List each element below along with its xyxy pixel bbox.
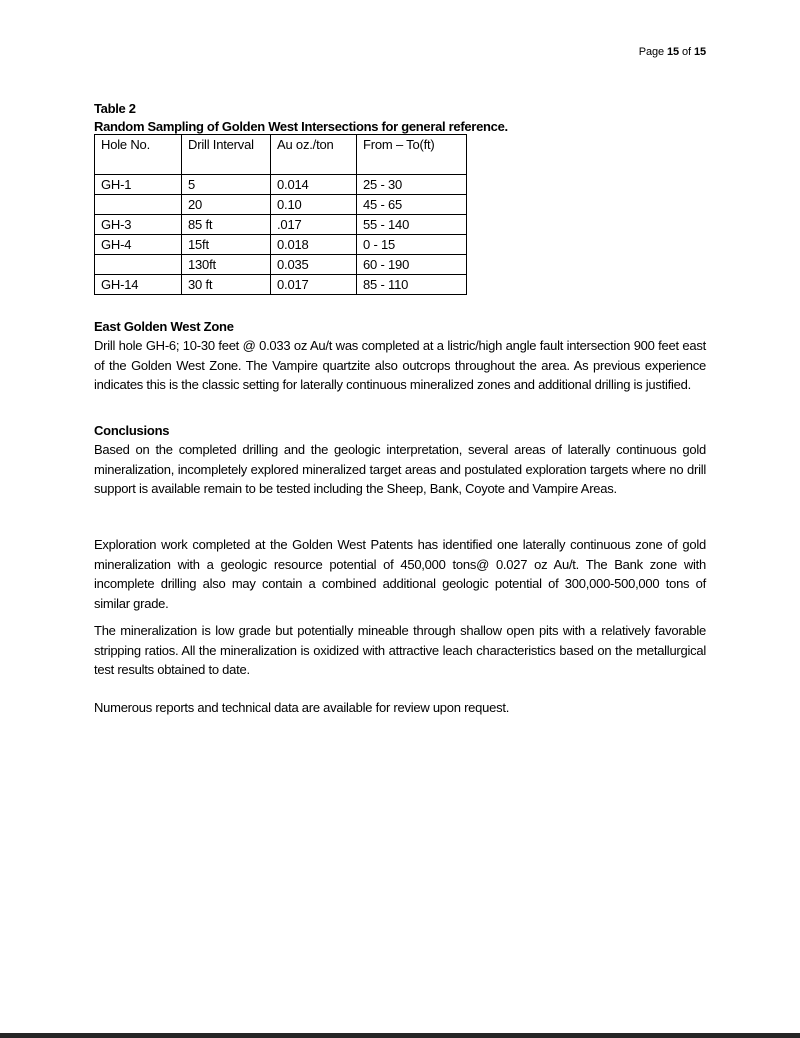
cell-from-to: 0 - 15 [357, 235, 467, 255]
cell-hole: GH-4 [95, 235, 182, 255]
conclusions-paragraph-4-block [94, 698, 706, 718]
table-title: Random Sampling of Golden West Intersections for general reference. [94, 119, 508, 134]
conclusions-paragraph-3: The mineralization is low grade but potentially mineable through shallow open pits with a relatively favorable stripping ratios. All the mineralization is oxidized with attractive leach characteristics based on the metallurgical test results obtained to date. [94, 623, 706, 677]
east-golden-west-zone-section [94, 318, 706, 395]
cell-interval: 30 ft [182, 275, 271, 295]
table-row [95, 275, 467, 295]
cell-from-to: 25 - 30 [357, 175, 467, 195]
page-of: of [679, 46, 694, 58]
table-label: Table 2 [94, 101, 136, 116]
conclusions-paragraph-1: Based on the completed drilling and the geologic interpretation, several areas of laterally continuous gold mineralization, incompletely explored mineralized target areas and postulated exploration targets where no drill support is available remain to be tested including the Sheep, Bank, Coyote and Vampire Areas. [94, 442, 706, 496]
cell-from-to: 60 - 190 [357, 255, 467, 275]
conclusions-paragraph-2-block [94, 535, 706, 613]
cell-grade: 0.035 [271, 255, 357, 275]
cell-hole [95, 255, 182, 275]
header-from-to: From – To(ft) [357, 135, 467, 175]
viewer-bottom-bar [0, 1033, 800, 1038]
conclusions-paragraph-3-block [94, 621, 706, 680]
table-header-row [95, 135, 467, 175]
header-drill-interval: Drill Interval [182, 135, 271, 175]
cell-from-to: 85 - 110 [357, 275, 467, 295]
section-heading: Conclusions [94, 423, 170, 438]
conclusions-paragraph-4: Numerous reports and technical data are available for review upon request. [94, 700, 510, 715]
page-number [639, 46, 706, 58]
table-row [95, 235, 467, 255]
table-row [95, 215, 467, 235]
cell-from-to: 55 - 140 [357, 215, 467, 235]
cell-hole: GH-1 [95, 175, 182, 195]
cell-from-to: 45 - 65 [357, 195, 467, 215]
cell-grade: 0.10 [271, 195, 357, 215]
table-caption [94, 100, 508, 136]
cell-hole: GH-3 [95, 215, 182, 235]
page-current: 15 [667, 46, 680, 58]
header-au-oz-ton: Au oz./ton [271, 135, 357, 175]
cell-grade: 0.017 [271, 275, 357, 295]
cell-interval: 5 [182, 175, 271, 195]
cell-interval: 130ft [182, 255, 271, 275]
cell-hole [95, 195, 182, 215]
section-heading: East Golden West Zone [94, 319, 234, 334]
cell-interval: 20 [182, 195, 271, 215]
table-row [95, 175, 467, 195]
cell-grade: .017 [271, 215, 357, 235]
section-body: Drill hole GH-6; 10-30 feet @ 0.033 oz Au/t was completed at a listric/high angle fault intersection 900 feet east of the Golden West Zone. The Vampire quartzite also outcrops throughout the area. As previous experience indicates this is the classic setting for laterally continuous mineralized zones and additional drilling is justified. [94, 338, 706, 392]
table-row [95, 195, 467, 215]
conclusions-section [94, 422, 706, 499]
cell-hole: GH-14 [95, 275, 182, 295]
page-prefix: Page [638, 46, 668, 58]
table-row [95, 255, 467, 275]
drill-results-table [94, 134, 467, 295]
cell-interval: 15ft [182, 235, 271, 255]
cell-grade: 0.018 [271, 235, 357, 255]
page-total: 15 [693, 46, 706, 58]
header-hole-no: Hole No. [95, 135, 182, 175]
cell-grade: 0.014 [271, 175, 357, 195]
cell-interval: 85 ft [182, 215, 271, 235]
conclusions-paragraph-2: Exploration work completed at the Golden West Patents has identified one laterally continuous zone of gold mineralization with a geologic resource potential of 450,000 tons@ 0.027 oz Au/t. The Bank zone with incomplete drilling also may contain a combined additional geologic potential of 300,000-500,000 tons of similar grade. [94, 537, 706, 611]
